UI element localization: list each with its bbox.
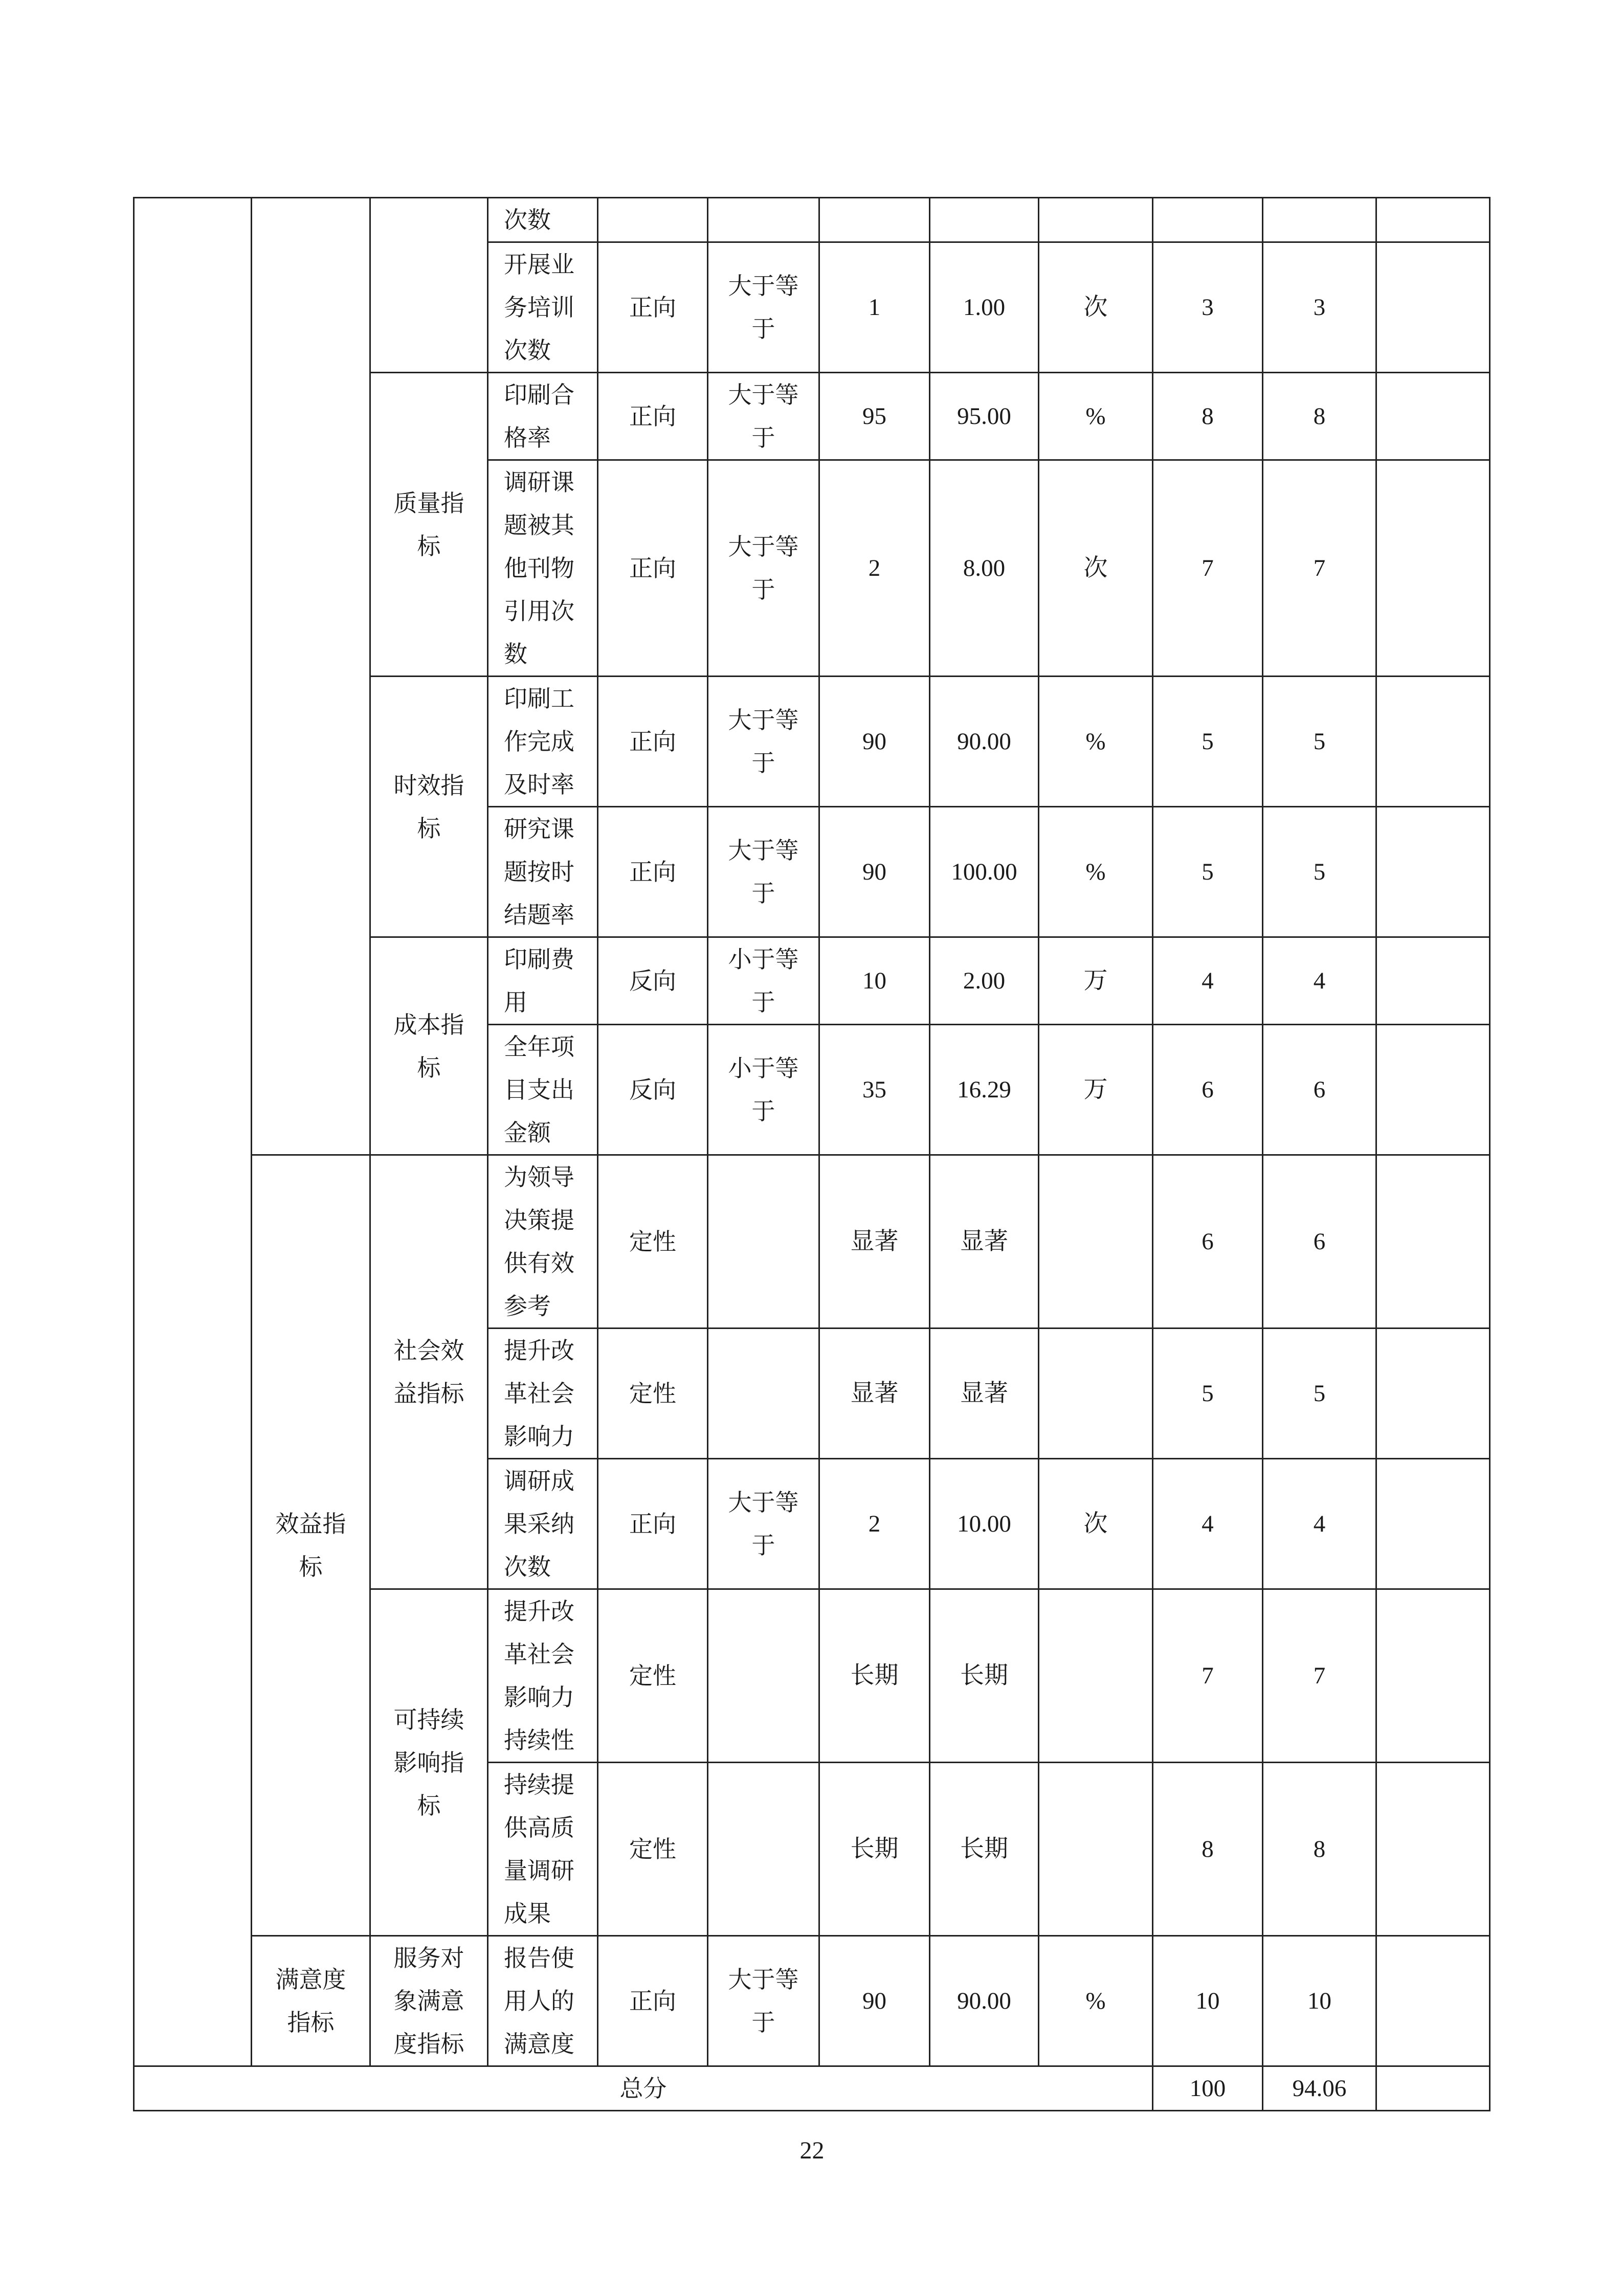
page-number: 22 — [799, 2137, 825, 2164]
unit-cell — [1039, 1589, 1153, 1763]
remark-cell — [1376, 242, 1490, 373]
performance-indicator-table — [133, 197, 1490, 2111]
weight-cell: 10 — [1153, 1936, 1263, 2066]
target-value-cell: 35 — [819, 1025, 930, 1155]
remark-cell — [1376, 1329, 1490, 1459]
remark-cell — [1376, 198, 1490, 242]
direction-cell: 定性 — [598, 1155, 708, 1329]
operator-cell: 大于等 于 — [708, 807, 819, 937]
table-row — [134, 1155, 1490, 1329]
score-cell: 8 — [1263, 373, 1376, 460]
operator-cell — [708, 1763, 819, 1936]
indicator-cell: 调研课 题被其 他刊物 引用次 数 — [488, 460, 598, 677]
operator-cell: 小于等 于 — [708, 937, 819, 1025]
indicator-cell: 全年项 目支出 金额 — [488, 1025, 598, 1155]
actual-value-cell: 95.00 — [930, 373, 1039, 460]
score-cell: 5 — [1263, 807, 1376, 937]
score-cell: 4 — [1263, 937, 1376, 1025]
weight-cell: 4 — [1153, 937, 1263, 1025]
total-weight: 100 — [1153, 2066, 1263, 2111]
weight-cell: 5 — [1153, 807, 1263, 937]
target-value-cell: 显著 — [819, 1329, 930, 1459]
total-label: 总分 — [134, 2066, 1153, 2111]
score-cell: 10 — [1263, 1936, 1376, 2066]
table-row — [134, 1936, 1490, 2066]
weight-cell: 6 — [1153, 1155, 1263, 1329]
indicator-cell: 印刷工 作完成 及时率 — [488, 677, 598, 807]
target-value-cell: 长期 — [819, 1763, 930, 1936]
weight-cell: 8 — [1153, 1763, 1263, 1936]
actual-value-cell: 90.00 — [930, 1936, 1039, 2066]
indicator-cell: 印刷合 格率 — [488, 373, 598, 460]
unit-cell: 万 — [1039, 937, 1153, 1025]
actual-value-cell: 2.00 — [930, 937, 1039, 1025]
score-cell: 6 — [1263, 1155, 1376, 1329]
actual-value-cell: 8.00 — [930, 460, 1039, 677]
unit-cell: 次 — [1039, 460, 1153, 677]
score-cell: 4 — [1263, 1459, 1376, 1589]
subgroup-cost: 成本指 标 — [370, 937, 488, 1155]
direction-cell: 正向 — [598, 677, 708, 807]
subgroup-social: 社会效 益指标 — [370, 1155, 488, 1589]
remark-cell — [1376, 1589, 1490, 1763]
actual-value-cell: 显著 — [930, 1155, 1039, 1329]
score-cell: 5 — [1263, 677, 1376, 807]
direction-cell: 正向 — [598, 460, 708, 677]
unit-cell: % — [1039, 1936, 1153, 2066]
indicator-cell: 研究课 题按时 结题率 — [488, 807, 598, 937]
weight-cell: 5 — [1153, 1329, 1263, 1459]
unit-cell — [1039, 1763, 1153, 1936]
actual-value-cell: 16.29 — [930, 1025, 1039, 1155]
operator-cell: 大于等 于 — [708, 1936, 819, 2066]
weight-cell: 3 — [1153, 242, 1263, 373]
direction-cell: 反向 — [598, 937, 708, 1025]
actual-value-cell: 10.00 — [930, 1459, 1039, 1589]
weight-cell — [1153, 198, 1263, 242]
weight-cell: 4 — [1153, 1459, 1263, 1589]
total-remark — [1376, 2066, 1490, 2111]
remark-cell — [1376, 937, 1490, 1025]
operator-cell: 大于等 于 — [708, 460, 819, 677]
actual-value-cell: 1.00 — [930, 242, 1039, 373]
actual-value-cell: 显著 — [930, 1329, 1039, 1459]
actual-value-cell: 长期 — [930, 1763, 1039, 1936]
actual-value-cell — [930, 198, 1039, 242]
group-satisfaction: 满意度 指标 — [252, 1936, 370, 2066]
operator-cell: 大于等 于 — [708, 677, 819, 807]
direction-cell: 定性 — [598, 1589, 708, 1763]
score-cell: 3 — [1263, 242, 1376, 373]
operator-cell — [708, 1155, 819, 1329]
score-cell: 5 — [1263, 1329, 1376, 1459]
outer-level2-cell — [252, 198, 370, 1155]
remark-cell — [1376, 1025, 1490, 1155]
unit-cell: % — [1039, 373, 1153, 460]
operator-cell: 大于等 于 — [708, 242, 819, 373]
outer-level1-cell — [134, 198, 252, 2066]
subgroup-timeliness: 时效指 标 — [370, 677, 488, 937]
target-value-cell: 显著 — [819, 1155, 930, 1329]
direction-cell: 正向 — [598, 1459, 708, 1589]
score-cell: 8 — [1263, 1763, 1376, 1936]
operator-cell — [708, 1329, 819, 1459]
direction-cell: 定性 — [598, 1763, 708, 1936]
weight-cell: 7 — [1153, 460, 1263, 677]
remark-cell — [1376, 1936, 1490, 2066]
group-benefit: 效益指 标 — [252, 1155, 370, 1936]
operator-cell: 小于等 于 — [708, 1025, 819, 1155]
total-score: 94.06 — [1263, 2066, 1376, 2111]
operator-cell: 大于等 于 — [708, 373, 819, 460]
weight-cell: 6 — [1153, 1025, 1263, 1155]
score-cell: 7 — [1263, 1589, 1376, 1763]
direction-cell: 定性 — [598, 1329, 708, 1459]
direction-cell: 正向 — [598, 242, 708, 373]
indicator-cell: 开展业 务培训 次数 — [488, 242, 598, 373]
target-value-cell: 1 — [819, 242, 930, 373]
actual-value-cell: 90.00 — [930, 677, 1039, 807]
remark-cell — [1376, 807, 1490, 937]
direction-cell: 正向 — [598, 807, 708, 937]
actual-value-cell: 100.00 — [930, 807, 1039, 937]
table-row — [134, 198, 1490, 242]
total-row — [134, 2066, 1490, 2111]
target-value-cell — [819, 198, 930, 242]
unit-cell: % — [1039, 677, 1153, 807]
weight-cell: 5 — [1153, 677, 1263, 807]
remark-cell — [1376, 373, 1490, 460]
weight-cell: 7 — [1153, 1589, 1263, 1763]
remark-cell — [1376, 1763, 1490, 1936]
score-cell: 7 — [1263, 460, 1376, 677]
direction-cell: 正向 — [598, 373, 708, 460]
weight-cell: 8 — [1153, 373, 1263, 460]
operator-cell: 大于等 于 — [708, 1459, 819, 1589]
unit-cell: 万 — [1039, 1025, 1153, 1155]
unit-cell — [1039, 1155, 1153, 1329]
unit-cell: 次 — [1039, 1459, 1153, 1589]
remark-cell — [1376, 460, 1490, 677]
remark-cell — [1376, 677, 1490, 807]
subgroup-quality: 质量指 标 — [370, 373, 488, 677]
indicator-cell: 调研成 果采纳 次数 — [488, 1459, 598, 1589]
indicator-cell: 报告使 用人的 满意度 — [488, 1936, 598, 2066]
table-body — [134, 198, 1490, 2111]
operator-cell — [708, 1589, 819, 1763]
direction-cell: 反向 — [598, 1025, 708, 1155]
score-cell — [1263, 198, 1376, 242]
target-value-cell: 2 — [819, 1459, 930, 1589]
unit-cell: % — [1039, 807, 1153, 937]
target-value-cell: 2 — [819, 460, 930, 677]
target-value-cell: 10 — [819, 937, 930, 1025]
operator-cell — [708, 198, 819, 242]
target-value-cell: 90 — [819, 677, 930, 807]
indicator-cell: 为领导 决策提 供有效 参考 — [488, 1155, 598, 1329]
unit-cell — [1039, 198, 1153, 242]
remark-cell — [1376, 1155, 1490, 1329]
target-value-cell: 90 — [819, 807, 930, 937]
target-value-cell: 长期 — [819, 1589, 930, 1763]
indicator-cell: 持续提 供高质 量调研 成果 — [488, 1763, 598, 1936]
actual-value-cell: 长期 — [930, 1589, 1039, 1763]
subgroup-sustainable: 可持续 影响指 标 — [370, 1589, 488, 1936]
target-value-cell: 95 — [819, 373, 930, 460]
indicator-cell: 印刷费 用 — [488, 937, 598, 1025]
indicator-cell: 提升改 革社会 影响力 — [488, 1329, 598, 1459]
indicator-cell: 提升改 革社会 影响力 持续性 — [488, 1589, 598, 1763]
target-value-cell: 90 — [819, 1936, 930, 2066]
remark-cell — [1376, 1459, 1490, 1589]
score-cell: 6 — [1263, 1025, 1376, 1155]
indicator-cell: 次数 — [488, 198, 598, 242]
subgroup-cell-top — [370, 198, 488, 373]
unit-cell: 次 — [1039, 242, 1153, 373]
unit-cell — [1039, 1329, 1153, 1459]
direction-cell: 正向 — [598, 1936, 708, 2066]
subgroup-service: 服务对 象满意 度指标 — [370, 1936, 488, 2066]
direction-cell — [598, 198, 708, 242]
